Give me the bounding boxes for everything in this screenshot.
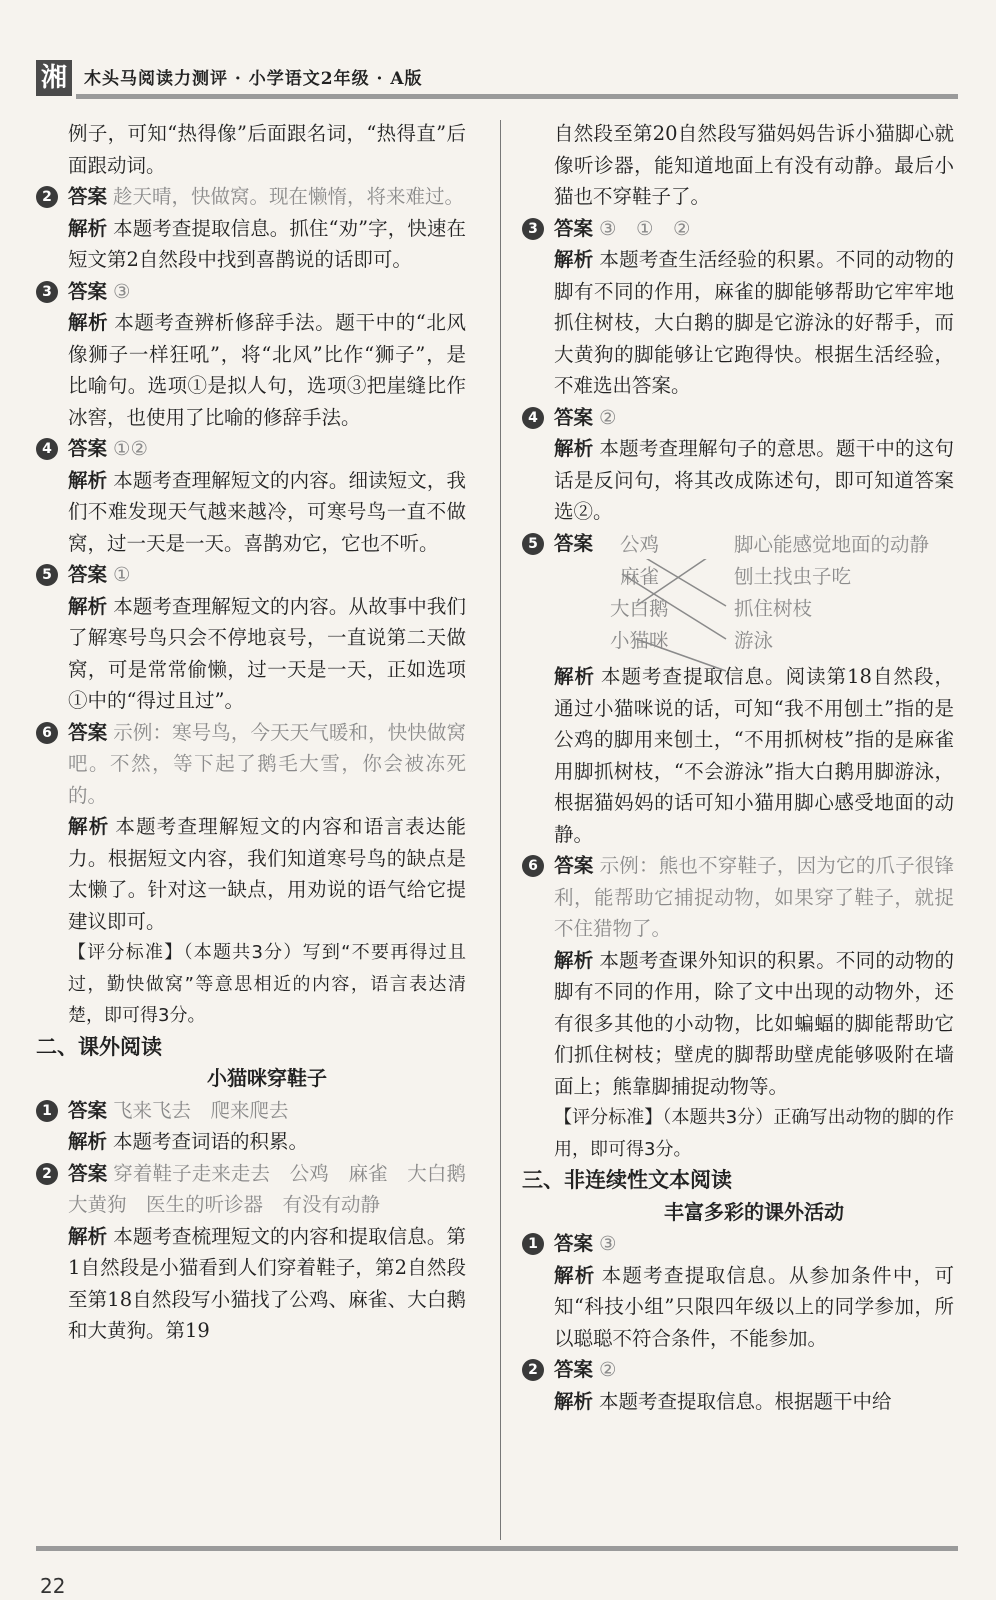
match-left-1: 公鸡 — [620, 533, 660, 556]
scoring-standard: 【评分标准】（本题共3分）正确写出动物的脚的作用，即可得3分。 — [554, 1107, 954, 1160]
answer-label: 答案 — [68, 1161, 108, 1185]
answer-text: 示例：熊也不穿鞋子，因为它的爪子很锋利，能帮助它捕捉动物，如果穿了鞋子，就捉不住猎物了。 — [554, 854, 954, 940]
answer-item-6 — [42, 717, 466, 1032]
answer-item-3 — [42, 276, 466, 434]
answer-text: 穿着鞋子走来走去 公鸡 麻雀 大白鹅 大黄狗 医生的听诊器 有没有动静 — [68, 1161, 486, 1216]
answer-item-r4 — [528, 402, 954, 528]
answer-label: 答案 — [554, 405, 594, 429]
analysis-label: 解析 — [554, 665, 596, 688]
analysis-text: 本题考查提取信息。抓住“劝”字，快速在短文第2自然段中找到喜鹊说的话即可。 — [68, 216, 466, 271]
match-right-1: 脚心能感觉地面的动静 — [734, 533, 930, 556]
question-number: 4 — [36, 438, 58, 460]
match-left-3: 大白鹅 — [610, 597, 669, 620]
answer-label: 答案 — [554, 854, 594, 877]
analysis-label: 解析 — [554, 1389, 594, 1413]
continued-text: 自然段至第20自然段写猫妈妈告诉小猫脚心就像听诊器，能知道地面上有没有动静。最后小猫也不穿鞋子了。 — [554, 122, 954, 208]
analysis-label: 解析 — [554, 948, 594, 972]
answer-text: ② — [599, 405, 617, 429]
answer-label: 答案 — [68, 1098, 108, 1122]
match-left-4: 小猫咪 — [610, 629, 669, 652]
answer-text: 飞来飞去 爬来爬去 — [113, 1098, 289, 1122]
match-right-3: 抓住树枝 — [734, 597, 813, 620]
analysis-label: 解析 — [554, 248, 594, 271]
match-right-2: 刨土找虫子吃 — [734, 565, 852, 588]
answer-label: 答案 — [554, 531, 594, 555]
analysis-label: 解析 — [68, 815, 110, 838]
answer-item-s2-1 — [42, 1095, 466, 1158]
analysis-text: 本题考查辨析修辞手法。题干中的“北风像狮子一样狂吼”，将“北风”比作“狮子”，是比喻句。选项①是拟人句，选项③把崖缝比作冰窖，也使用了比喻的修辞手法。 — [68, 311, 466, 429]
analysis-label: 解析 — [68, 216, 108, 240]
footer-rule — [36, 1546, 958, 1551]
match-right-4: 游泳 — [734, 629, 774, 652]
answer-item-r6 — [528, 850, 954, 1165]
right-column — [522, 118, 954, 1417]
analysis-text: 本题考查理解短文的内容。细读短文，我们不难发现天气越来越冷，可寒号鸟一直不做窝，过一天是一天。喜鹊劝它，它也不听。 — [68, 468, 466, 555]
book-title: 木头马阅读力测评 · 小学语文2年级 · A版 — [84, 69, 423, 89]
answer-item-s2-2 — [42, 1158, 486, 1347]
section-heading-3: 三、非连续性文本阅读 — [522, 1168, 732, 1192]
answer-text: ③ ① ② — [599, 216, 691, 240]
answer-text: ③ — [113, 279, 131, 303]
analysis-text: 本题考查理解短文的内容。从故事中我们了解寒号鸟只会不停地哀号，一直说第二天做窝，可是常常偷懒，过一天是一天，正如选项①中的“得过且过”。 — [68, 594, 466, 712]
answer-text: 趁天晴，快做窝。现在懒惰，将来难过。 — [113, 185, 465, 208]
answer-label: 答案 — [554, 1232, 594, 1255]
scoring-standard: 【评分标准】（本题共3分）写到“不要再得过且过，勤快做窝”等意思相近的内容，语言表达清楚，即可得3分。 — [68, 942, 466, 1026]
answer-item-4 — [42, 433, 466, 559]
question-number: 2 — [36, 186, 58, 208]
analysis-label: 解析 — [68, 468, 108, 492]
answer-label: 答案 — [68, 437, 108, 460]
analysis-text: 本题考查提取信息。根据题干中给 — [599, 1389, 892, 1413]
page-header — [36, 60, 958, 98]
analysis-label: 解析 — [68, 594, 108, 618]
answer-item-r5 — [528, 528, 954, 851]
analysis-text: 本题考查理解句子的意思。题干中的这句话是反问句，将其改成陈述句，即可知道答案选②。 — [554, 437, 954, 523]
passage-title: 丰富多彩的课外活动 — [664, 1199, 844, 1224]
analysis-text: 本题考查提取信息。从参加条件中，可知“科技小组”只限四年级以上的同学参加，所以聪聪不符合条件，不能参加。 — [554, 1263, 954, 1350]
answer-label: 答案 — [68, 720, 108, 744]
answer-text: ①② — [113, 437, 148, 460]
question-number: 3 — [36, 281, 58, 303]
answer-item-2 — [42, 181, 466, 276]
question-number: 1 — [522, 1233, 544, 1255]
answer-text: 示例：寒号鸟，今天天气暖和，快快做窝吧。不然，等下起了鹅毛大雪，你会被冻死的。 — [68, 720, 466, 807]
answer-item-r3 — [528, 213, 954, 402]
question-number: 2 — [36, 1163, 58, 1185]
question-number: 2 — [522, 1359, 544, 1381]
question-number: 6 — [36, 722, 58, 744]
answer-label: 答案 — [68, 563, 108, 586]
answer-text: ③ — [599, 1232, 617, 1255]
match-left-2: 麻雀 — [620, 565, 660, 588]
question-number: 3 — [522, 218, 544, 240]
answer-text: ② — [599, 1358, 617, 1381]
analysis-text: 本题考查理解短文的内容和语言表达能力。根据短文内容，我们知道寒号鸟的缺点是太懒了。针对这一缺点，用劝说的语气给它提建议即可。 — [68, 815, 466, 933]
answer-label: 答案 — [554, 216, 594, 240]
question-number: 6 — [522, 855, 544, 877]
question-number: 5 — [522, 533, 544, 555]
analysis-label: 解析 — [68, 311, 109, 334]
answer-label: 答案 — [68, 185, 108, 208]
page-number: 22 — [40, 1574, 66, 1598]
column-divider — [500, 120, 501, 1540]
analysis-label: 解析 — [554, 1263, 596, 1287]
question-number: 4 — [522, 407, 544, 429]
answer-label: 答案 — [554, 1358, 594, 1381]
analysis-label: 解析 — [68, 1224, 108, 1248]
analysis-label: 解析 — [554, 437, 594, 460]
analysis-text: 本题考查梳理短文的内容和提取信息。第1自然段是小猫看到人们穿着鞋子，第2自然段至第18自然段写小猫找了公鸡、麻雀、大白鹅和大黄狗。第19 — [68, 1224, 466, 1342]
analysis-text: 本题考查生活经验的积累。不同的动物的脚有不同的作用，麻雀的脚能够帮助它牢牢地抓住树枝，大白鹅的脚是它游泳的好帮手，而大黄狗的脚能够让它跑得快。根据生活经验，不难选出答案。 — [554, 248, 954, 397]
left-column — [36, 118, 486, 1347]
answer-item-s3-1 — [528, 1228, 954, 1354]
passage-title: 小猫咪穿鞋子 — [207, 1066, 327, 1090]
question-number: 5 — [36, 564, 58, 586]
question-number: 1 — [36, 1100, 58, 1122]
section-heading-2: 二、课外阅读 — [36, 1034, 162, 1059]
analysis-text: 本题考查提取信息。阅读第18自然段，通过小猫咪说的话，可知“我不用刨土”指的是公鸡的脚用来刨土，“不用抓树枝”指的是麻雀用脚抓树枝，“不会游泳”指大白鹅用脚游泳，根据猫妈妈的话可知小猫用脚心感受地面的动静。 — [554, 665, 954, 846]
answer-item-s3-2 — [528, 1354, 954, 1417]
answer-item-5 — [42, 559, 466, 717]
continued-text: 例子，可知“热得像”后面跟名词，“热得直”后面跟动词。 — [68, 122, 466, 177]
analysis-text: 本题考查课外知识的积累。不同的动物的脚有不同的作用，除了文中出现的动物外，还有很多其他的小动物，比如蝙蝠的脚能帮助它们抓住树枝；壁虎的脚帮助壁虎能够吸附在墙面上；熊靠脚捕捉动物等。 — [554, 948, 954, 1098]
analysis-text: 本题考查词语的积累。 — [113, 1130, 309, 1153]
header-rule — [76, 94, 958, 99]
analysis-label: 解析 — [68, 1130, 108, 1153]
answer-text: ① — [113, 563, 131, 586]
answer-label: 答案 — [68, 279, 108, 303]
series-logo: 湘 — [36, 60, 72, 96]
